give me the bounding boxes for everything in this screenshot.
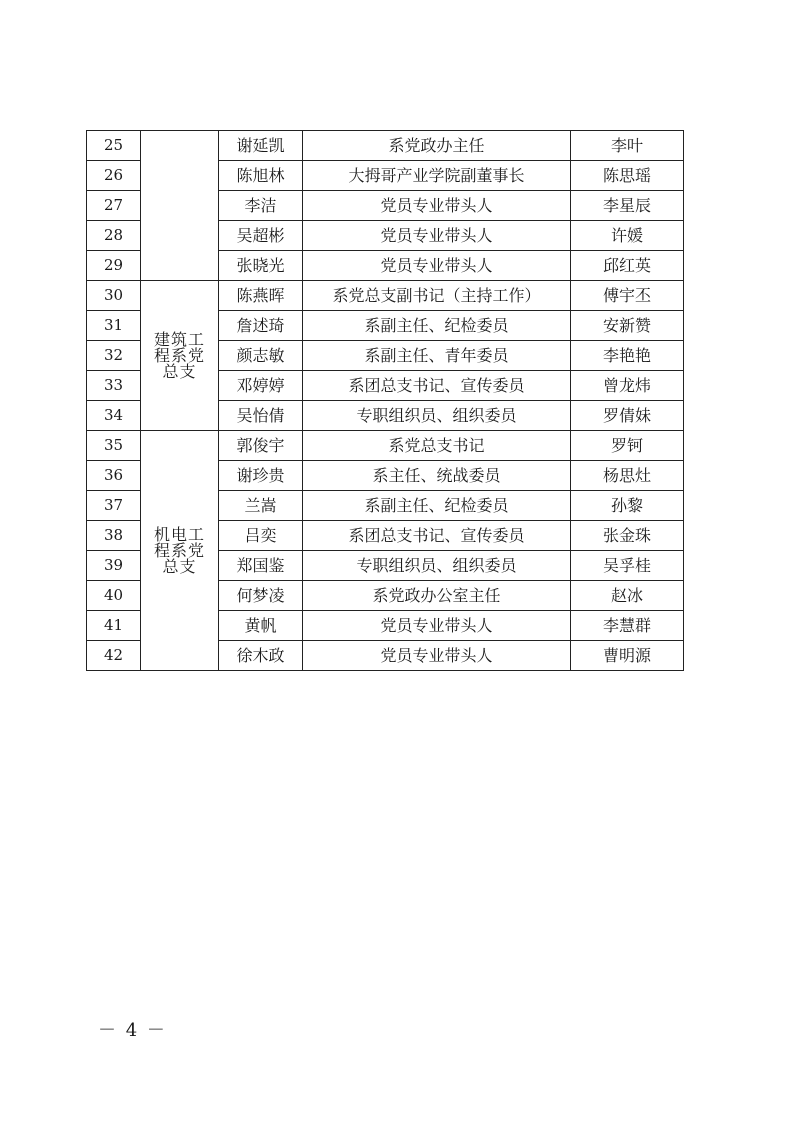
table-row xyxy=(87,431,684,461)
position-cell: 专职组织员、组织委员 xyxy=(303,551,571,581)
position-cell: 系团总支书记、宣传委员 xyxy=(303,521,571,551)
contact-cell: 孙黎 xyxy=(571,491,684,521)
position-cell: 系副主任、纪检委员 xyxy=(303,491,571,521)
contact-cell: 许媛 xyxy=(571,221,684,251)
table-row xyxy=(87,281,684,311)
row-number: 38 xyxy=(87,521,141,551)
contact-cell: 罗钶 xyxy=(571,431,684,461)
contact-cell: 曾龙炜 xyxy=(571,371,684,401)
row-number: 27 xyxy=(87,191,141,221)
contact-cell: 邱红英 xyxy=(571,251,684,281)
name-cell: 吴怡倩 xyxy=(219,401,303,431)
table-row xyxy=(87,131,684,161)
contact-cell: 赵冰 xyxy=(571,581,684,611)
row-number: 34 xyxy=(87,401,141,431)
position-cell: 党员专业带头人 xyxy=(303,641,571,671)
contact-cell: 吴孚桂 xyxy=(571,551,684,581)
contact-cell: 李慧群 xyxy=(571,611,684,641)
position-cell: 党员专业带头人 xyxy=(303,191,571,221)
position-cell: 系党总支书记 xyxy=(303,431,571,461)
personnel-table xyxy=(86,130,684,671)
name-cell: 谢珍贵 xyxy=(219,461,303,491)
row-number: 42 xyxy=(87,641,141,671)
name-cell: 张晓光 xyxy=(219,251,303,281)
group-cell xyxy=(141,131,219,281)
row-number: 32 xyxy=(87,341,141,371)
page-number: － 4 － xyxy=(98,1020,167,1041)
contact-cell: 傅宇丕 xyxy=(571,281,684,311)
position-cell: 系主任、统战委员 xyxy=(303,461,571,491)
name-cell: 徐木政 xyxy=(219,641,303,671)
position-cell: 系党政办公室主任 xyxy=(303,581,571,611)
row-number: 30 xyxy=(87,281,141,311)
name-cell: 何梦凌 xyxy=(219,581,303,611)
contact-cell: 李星辰 xyxy=(571,191,684,221)
contact-cell: 陈思瑶 xyxy=(571,161,684,191)
position-cell: 党员专业带头人 xyxy=(303,251,571,281)
contact-cell: 罗倩妹 xyxy=(571,401,684,431)
group-cell xyxy=(141,281,219,431)
row-number: 39 xyxy=(87,551,141,581)
contact-cell: 李叶 xyxy=(571,131,684,161)
name-cell: 黄帆 xyxy=(219,611,303,641)
position-cell: 系党总支副书记（主持工作） xyxy=(303,281,571,311)
contact-cell: 安新赞 xyxy=(571,311,684,341)
contact-cell: 杨思灶 xyxy=(571,461,684,491)
name-cell: 陈旭林 xyxy=(219,161,303,191)
row-number: 25 xyxy=(87,131,141,161)
position-cell: 专职组织员、组织委员 xyxy=(303,401,571,431)
contact-cell: 曹明源 xyxy=(571,641,684,671)
row-number: 31 xyxy=(87,311,141,341)
position-cell: 党员专业带头人 xyxy=(303,611,571,641)
name-cell: 郭俊宇 xyxy=(219,431,303,461)
name-cell: 兰嵩 xyxy=(219,491,303,521)
position-cell: 系党政办主任 xyxy=(303,131,571,161)
row-number: 29 xyxy=(87,251,141,281)
position-cell: 党员专业带头人 xyxy=(303,221,571,251)
name-cell: 谢延凯 xyxy=(219,131,303,161)
row-number: 41 xyxy=(87,611,141,641)
position-cell: 大拇哥产业学院副董事长 xyxy=(303,161,571,191)
name-cell: 吕奕 xyxy=(219,521,303,551)
row-number: 40 xyxy=(87,581,141,611)
row-number: 26 xyxy=(87,161,141,191)
group-label: 建筑工程系党总支 xyxy=(153,329,205,381)
row-number: 28 xyxy=(87,221,141,251)
name-cell: 李洁 xyxy=(219,191,303,221)
name-cell: 陈燕晖 xyxy=(219,281,303,311)
group-cell xyxy=(141,431,219,671)
contact-cell: 张金珠 xyxy=(571,521,684,551)
row-number: 33 xyxy=(87,371,141,401)
row-number: 36 xyxy=(87,461,141,491)
position-cell: 系团总支书记、宣传委员 xyxy=(303,371,571,401)
position-cell: 系副主任、纪检委员 xyxy=(303,311,571,341)
row-number: 37 xyxy=(87,491,141,521)
name-cell: 颜志敏 xyxy=(219,341,303,371)
position-cell: 系副主任、青年委员 xyxy=(303,341,571,371)
name-cell: 詹述琦 xyxy=(219,311,303,341)
row-number: 35 xyxy=(87,431,141,461)
contact-cell: 李艳艳 xyxy=(571,341,684,371)
name-cell: 邓婷婷 xyxy=(219,371,303,401)
name-cell: 吴超彬 xyxy=(219,221,303,251)
name-cell: 郑国鉴 xyxy=(219,551,303,581)
group-label: 机电工程系党总支 xyxy=(153,524,205,576)
